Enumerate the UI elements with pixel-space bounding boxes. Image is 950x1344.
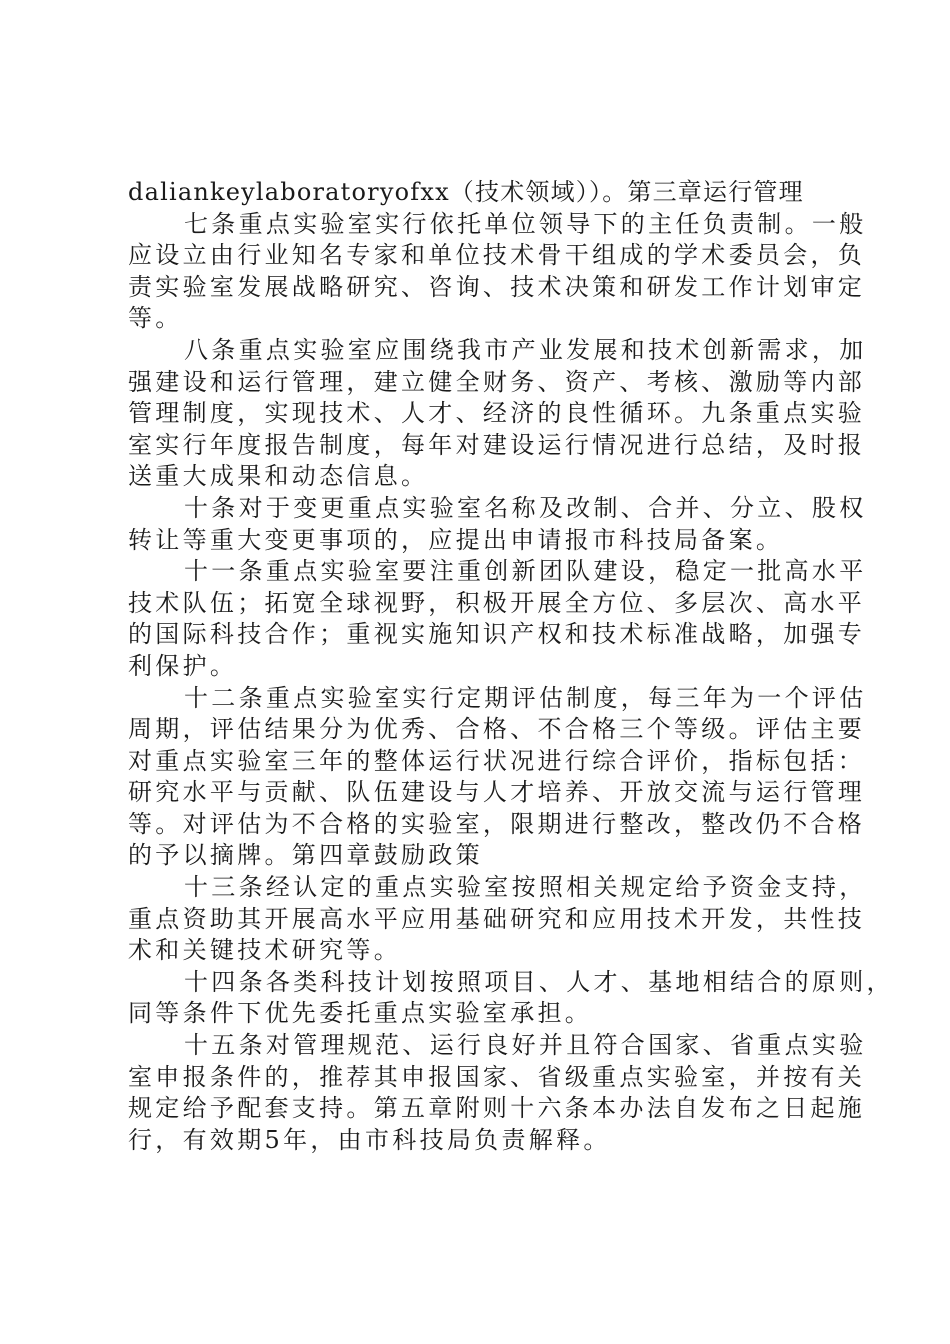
document-body xyxy=(128,177,894,1156)
text-line: 管理制度，实现技术、人才、经济的良性循环。九条重点实验 xyxy=(128,399,866,428)
text-line: 送重大成果和动态信息。 xyxy=(128,462,429,491)
paragraph-first-line: 十一条重点实验室要注重创新团队建设，稳定一批高水平 xyxy=(184,557,867,586)
text-line: 转让等重大变更事项的，应提出申请报市科技局备案。 xyxy=(128,525,784,554)
paragraph-first-line: 七条重点实验室实行依托单位领导下的主任负责制。一般 xyxy=(184,209,867,238)
text-line: 应设立由行业知名专家和单位技术骨干组成的学术委员会，负 xyxy=(128,241,866,270)
text-line: 室实行年度报告制度，每年对建设运行情况进行总结，及时报 xyxy=(128,430,866,459)
paragraph-first-line: 十三条经认定的重点实验室按照相关规定给予资金支持， xyxy=(184,873,867,902)
text-line: 重点资助其开展高水平应用基础研究和应用技术开发，共性技 xyxy=(128,904,866,933)
text-line: 规定给予配套支持。第五章附则十六条本办法自发布之日起施 xyxy=(128,1094,866,1123)
text-line: 对重点实验室三年的整体运行状况进行综合评价，指标包括： xyxy=(128,746,866,775)
text-line: 研究水平与贡献、队伍建设与人才培养、开放交流与运行管理 xyxy=(128,778,866,807)
text-line: daliankeylaboratoryofxx（技术领域））。第三章运行管理 xyxy=(128,178,804,206)
text-line: 责实验室发展战略研究、咨询、技术决策和研发工作计划审定 xyxy=(128,272,866,301)
paragraph-first-line: 十二条重点实验室实行定期评估制度，每三年为一个评估 xyxy=(184,683,867,712)
text-line: 强建设和运行管理，建立健全财务、资产、考核、激励等内部 xyxy=(128,367,866,396)
text-line: 等。 xyxy=(128,304,183,333)
text-line: 室申报条件的，推荐其申报国家、省级重点实验室，并按有关 xyxy=(128,1062,866,1091)
text-line: 行，有效期5年，由市科技局负责解释。 xyxy=(128,1125,611,1154)
paragraph-first-line: 十五条对管理规范、运行良好并且符合国家、省重点实验 xyxy=(184,1031,867,1060)
text-line: 利保护。 xyxy=(128,651,238,680)
text-line: 的予以摘牌。第四章鼓励政策 xyxy=(128,841,483,870)
text-line: 技术队伍；拓宽全球视野，积极开展全方位、多层次、高水平 xyxy=(128,588,866,617)
text-line: 等。对评估为不合格的实验室，限期进行整改，整改仍不合格 xyxy=(128,809,866,838)
text-line: 同等条件下优先委托重点实验室承担。 xyxy=(128,999,593,1028)
paragraph-first-line: 十条对于变更重点实验室名称及改制、合并、分立、股权 xyxy=(184,493,867,522)
paragraph-first-line: 八条重点实验室应围绕我市产业发展和技术创新需求，加 xyxy=(184,335,867,364)
text-line: 周期，评估结果分为优秀、合格、不合格三个等级。评估主要 xyxy=(128,715,866,744)
text-line: 术和关键技术研究等。 xyxy=(128,936,401,965)
paragraph-first-line: 十四条各类科技计划按照项目、人才、基地相结合的原则， xyxy=(184,967,894,996)
text-line: 的国际科技合作；重视实施知识产权和技术标准战略，加强专 xyxy=(128,620,866,649)
